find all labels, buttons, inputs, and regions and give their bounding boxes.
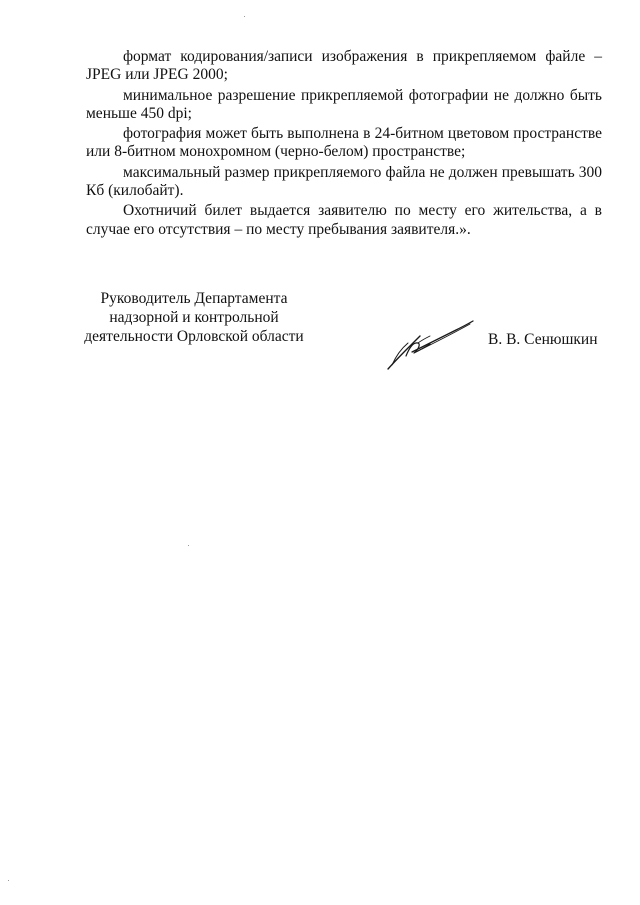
scan-speck (244, 16, 245, 17)
paragraph-max-file-size: максимальный размер прикрепляемого файла не должен превышать 300 Кб (килобайт). (86, 163, 602, 200)
position-line: Руководитель Департамента (100, 290, 288, 307)
signatory-position (84, 289, 304, 346)
scan-speck (188, 545, 189, 546)
handwritten-signature (378, 316, 478, 372)
position-line: деятельности Орловской области (84, 328, 304, 345)
signatory-name: В. В. Сенюшкин (488, 331, 598, 348)
paragraph-min-resolution: минимальное разрешение прикрепляемой фотографии не должно быть меньше 450 dpi; (86, 86, 602, 122)
paragraph-image-format: формат кодирования/записи изображения в прикрепляемом файле – JPEG или JPEG 2000; (86, 48, 602, 84)
paragraph-hunting-ticket: Охотничий билет выдается заявителю по месту его жительства, а в случае его отсутствия – по месту пребывания заявителя.». (86, 202, 602, 238)
paragraph-color-space: фотография может быть выполнена в 24-битном цветовом пространстве или 8-битном монохромном (черно-белом) пространстве; (86, 125, 602, 161)
scan-speck (8, 880, 9, 881)
document-body (86, 48, 602, 241)
position-line: надзорной и контрольной (109, 309, 279, 326)
